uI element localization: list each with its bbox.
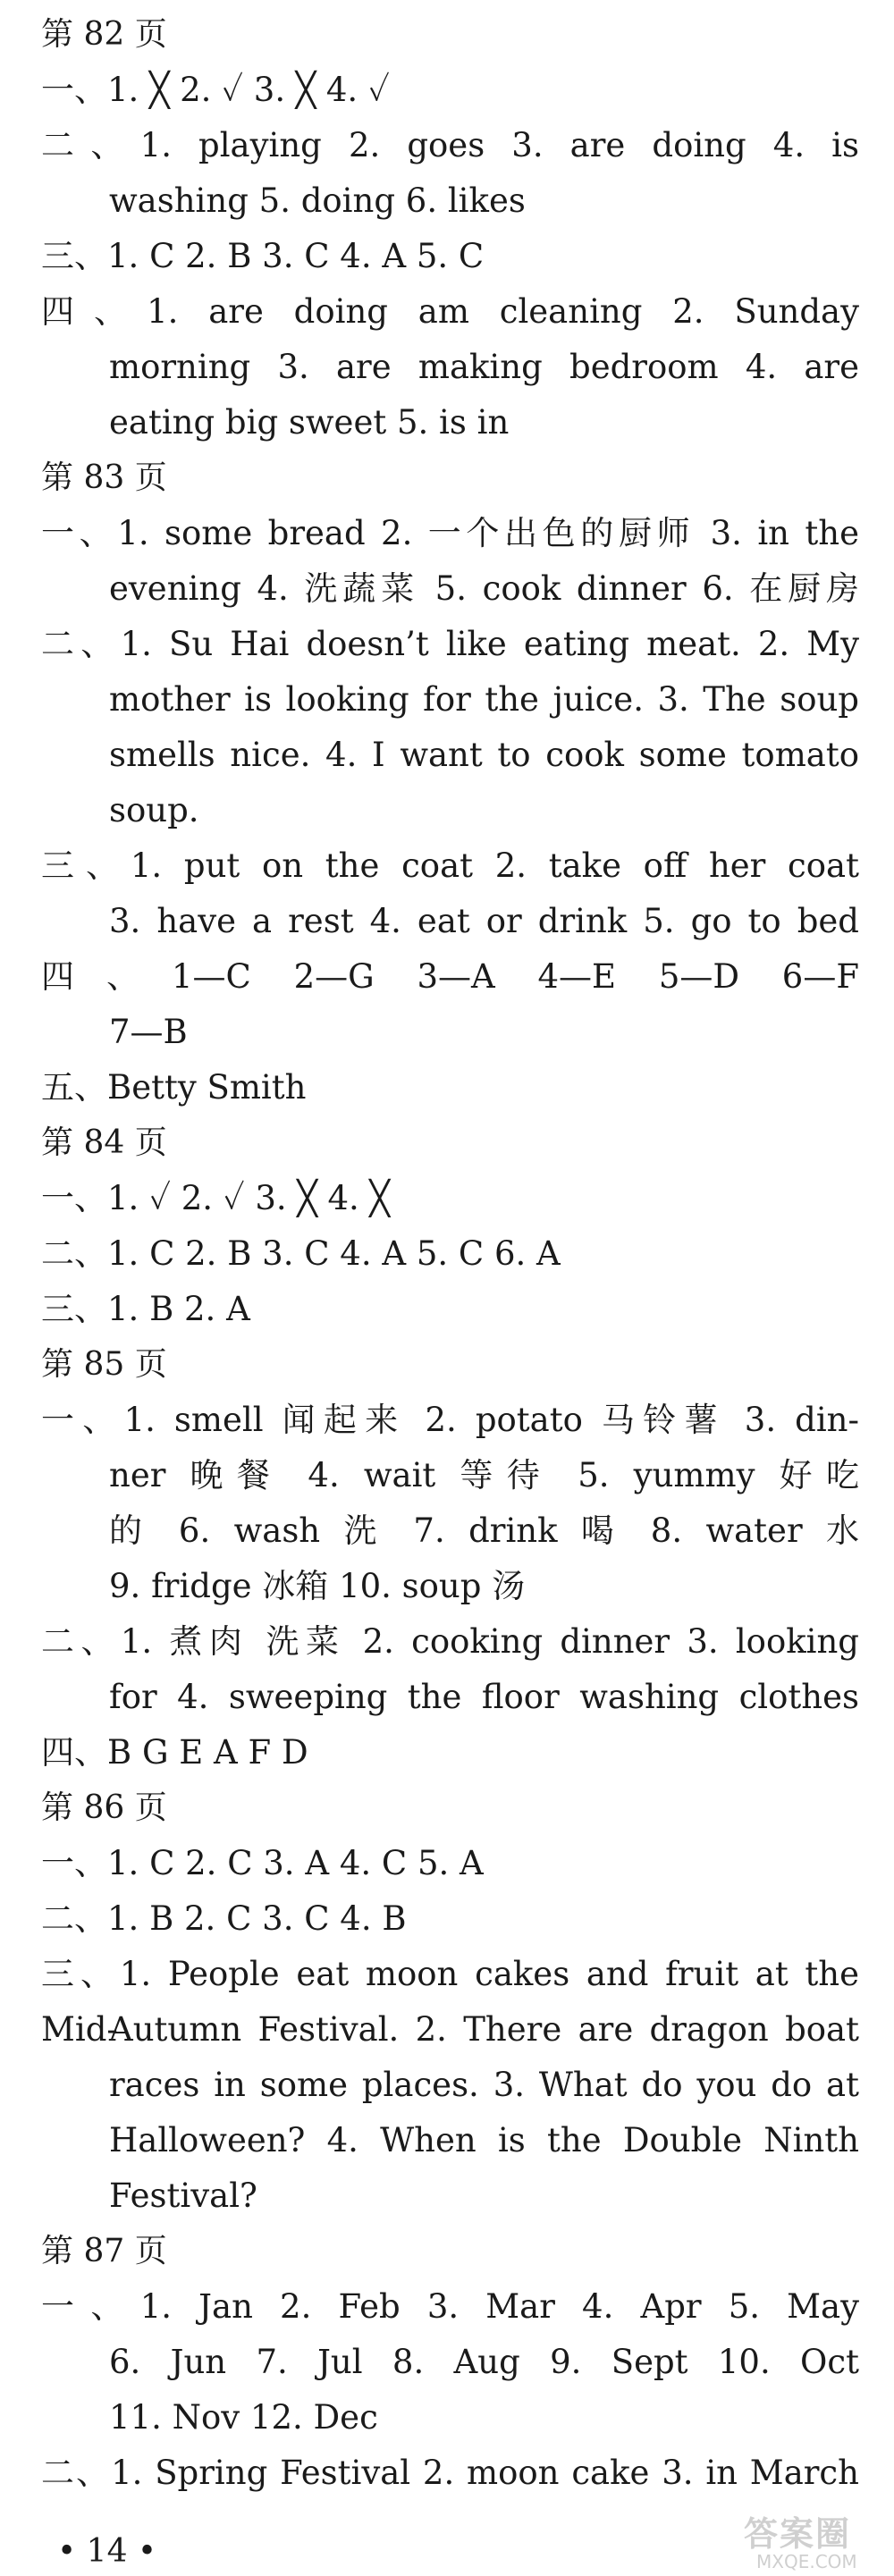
page-heading-82: 第 82 页 bbox=[41, 16, 167, 53]
answer-line: 7—B bbox=[109, 1013, 188, 1051]
answer-line: eating big sweet 5. is in bbox=[109, 403, 510, 442]
answer-line: 三、1. B 2. A bbox=[41, 1290, 250, 1328]
answer-line: evening 4. 洗蔬菜 5. cook dinner 6. 在厨房 bbox=[109, 569, 859, 608]
watermark-logo-text: 答案圈 bbox=[744, 2514, 852, 2554]
answer-line: for 4. sweeping the floor washing clothes bbox=[109, 1678, 859, 1716]
answer-line: ner 晚餐 4. wait 等待 5. yummy 好吃 bbox=[109, 1456, 859, 1494]
page-heading-83: 第 83 页 bbox=[41, 459, 167, 496]
answer-line: 三、1. put on the coat 2. take off her coat bbox=[41, 846, 859, 885]
answer-line: smells nice. 4. I want to cook some tomato bbox=[109, 736, 859, 774]
answer-line: 二、1. B 2. C 3. C 4. B bbox=[41, 1899, 407, 1938]
answer-line: races in some places. 3. What do you do at bbox=[109, 2066, 859, 2104]
answer-line: 二、1. 煮肉 洗菜 2. cooking dinner 3. looking bbox=[41, 1622, 859, 1661]
answer-line: Autumn Festival. 2. There are dragon boat bbox=[109, 2010, 859, 2049]
watermark-logo bbox=[737, 2506, 889, 2572]
answer-line: 11. Nov 12. Dec bbox=[109, 2398, 378, 2437]
answer-line: Halloween? 4. When is the Double Ninth bbox=[109, 2121, 859, 2159]
answer-line: morning 3. are making bedroom 4. are bbox=[109, 348, 859, 386]
answer-line: 一、1. ╳ 2. ✓ 3. ╳ 4. ✓ bbox=[41, 71, 390, 109]
answer-line: 四、1—C 2—G 3—A 4—E 5—D 6—F bbox=[41, 957, 859, 996]
answer-line: 3. have a rest 4. eat or drink 5. go to bed bbox=[109, 902, 859, 940]
answer-line: 二、1. Su Hai doesn’t like eating meat. 2. My bbox=[41, 625, 859, 663]
answer-line: Festival? bbox=[109, 2176, 257, 2215]
answer-line: washing 5. doing 6. likes bbox=[109, 181, 526, 220]
page-heading-84: 第 84 页 bbox=[41, 1124, 167, 1161]
page-heading-85: 第 85 页 bbox=[41, 1346, 167, 1383]
watermark-url: MXQE.COM bbox=[756, 2551, 857, 2572]
answer-line: 一、1. Jan 2. Feb 3. Mar 4. Apr 5. May bbox=[41, 2287, 859, 2326]
answer-line: 一、1. ✓ 2. ✓ 3. ╳ 4. ╳ bbox=[41, 1179, 390, 1217]
answer-line: mother is looking for the juice. 3. The soup bbox=[109, 680, 859, 719]
answer-line: 四、1. are doing am cleaning 2. Sunday bbox=[41, 292, 859, 331]
answer-line: 三、1. C 2. B 3. C 4. A 5. C bbox=[41, 237, 485, 275]
answer-line: 9. fridge 冰箱 10. soup 汤 bbox=[109, 1567, 526, 1605]
page-heading-86: 第 86 页 bbox=[41, 1789, 167, 1826]
answer-line: 6. Jun 7. Jul 8. Aug 9. Sept 10. Oct bbox=[109, 2343, 859, 2381]
answer-line: 二、1. playing 2. goes 3. are doing 4. is bbox=[41, 126, 859, 164]
answer-line: soup. bbox=[109, 791, 199, 829]
answer-line: 二、1. C 2. B 3. C 4. A 5. C 6. A bbox=[41, 1234, 561, 1273]
page-heading-87: 第 87 页 bbox=[41, 2233, 167, 2269]
answer-line: 一、1. smell 闻起来 2. potato 马铃薯 3. din- bbox=[41, 1401, 859, 1439]
page-number: • 14 • bbox=[57, 2533, 157, 2570]
answer-line: 五、Betty Smith bbox=[41, 1068, 307, 1107]
answer-line: 的 6. wash 洗 7. drink 喝 8. water 水 bbox=[109, 1511, 859, 1550]
answer-line: 三、1. People eat moon cakes and fruit at the Mid- bbox=[41, 1955, 859, 2049]
answer-line: 一、1. some bread 2. 一个出色的厨师 3. in the bbox=[41, 514, 859, 552]
answer-line: 一、1. C 2. C 3. A 4. C 5. A bbox=[41, 1844, 484, 1882]
answer-line: 四、B G E A F D bbox=[41, 1733, 308, 1772]
answer-line: 二、1. Spring Festival 2. moon cake 3. in March bbox=[41, 2454, 859, 2492]
